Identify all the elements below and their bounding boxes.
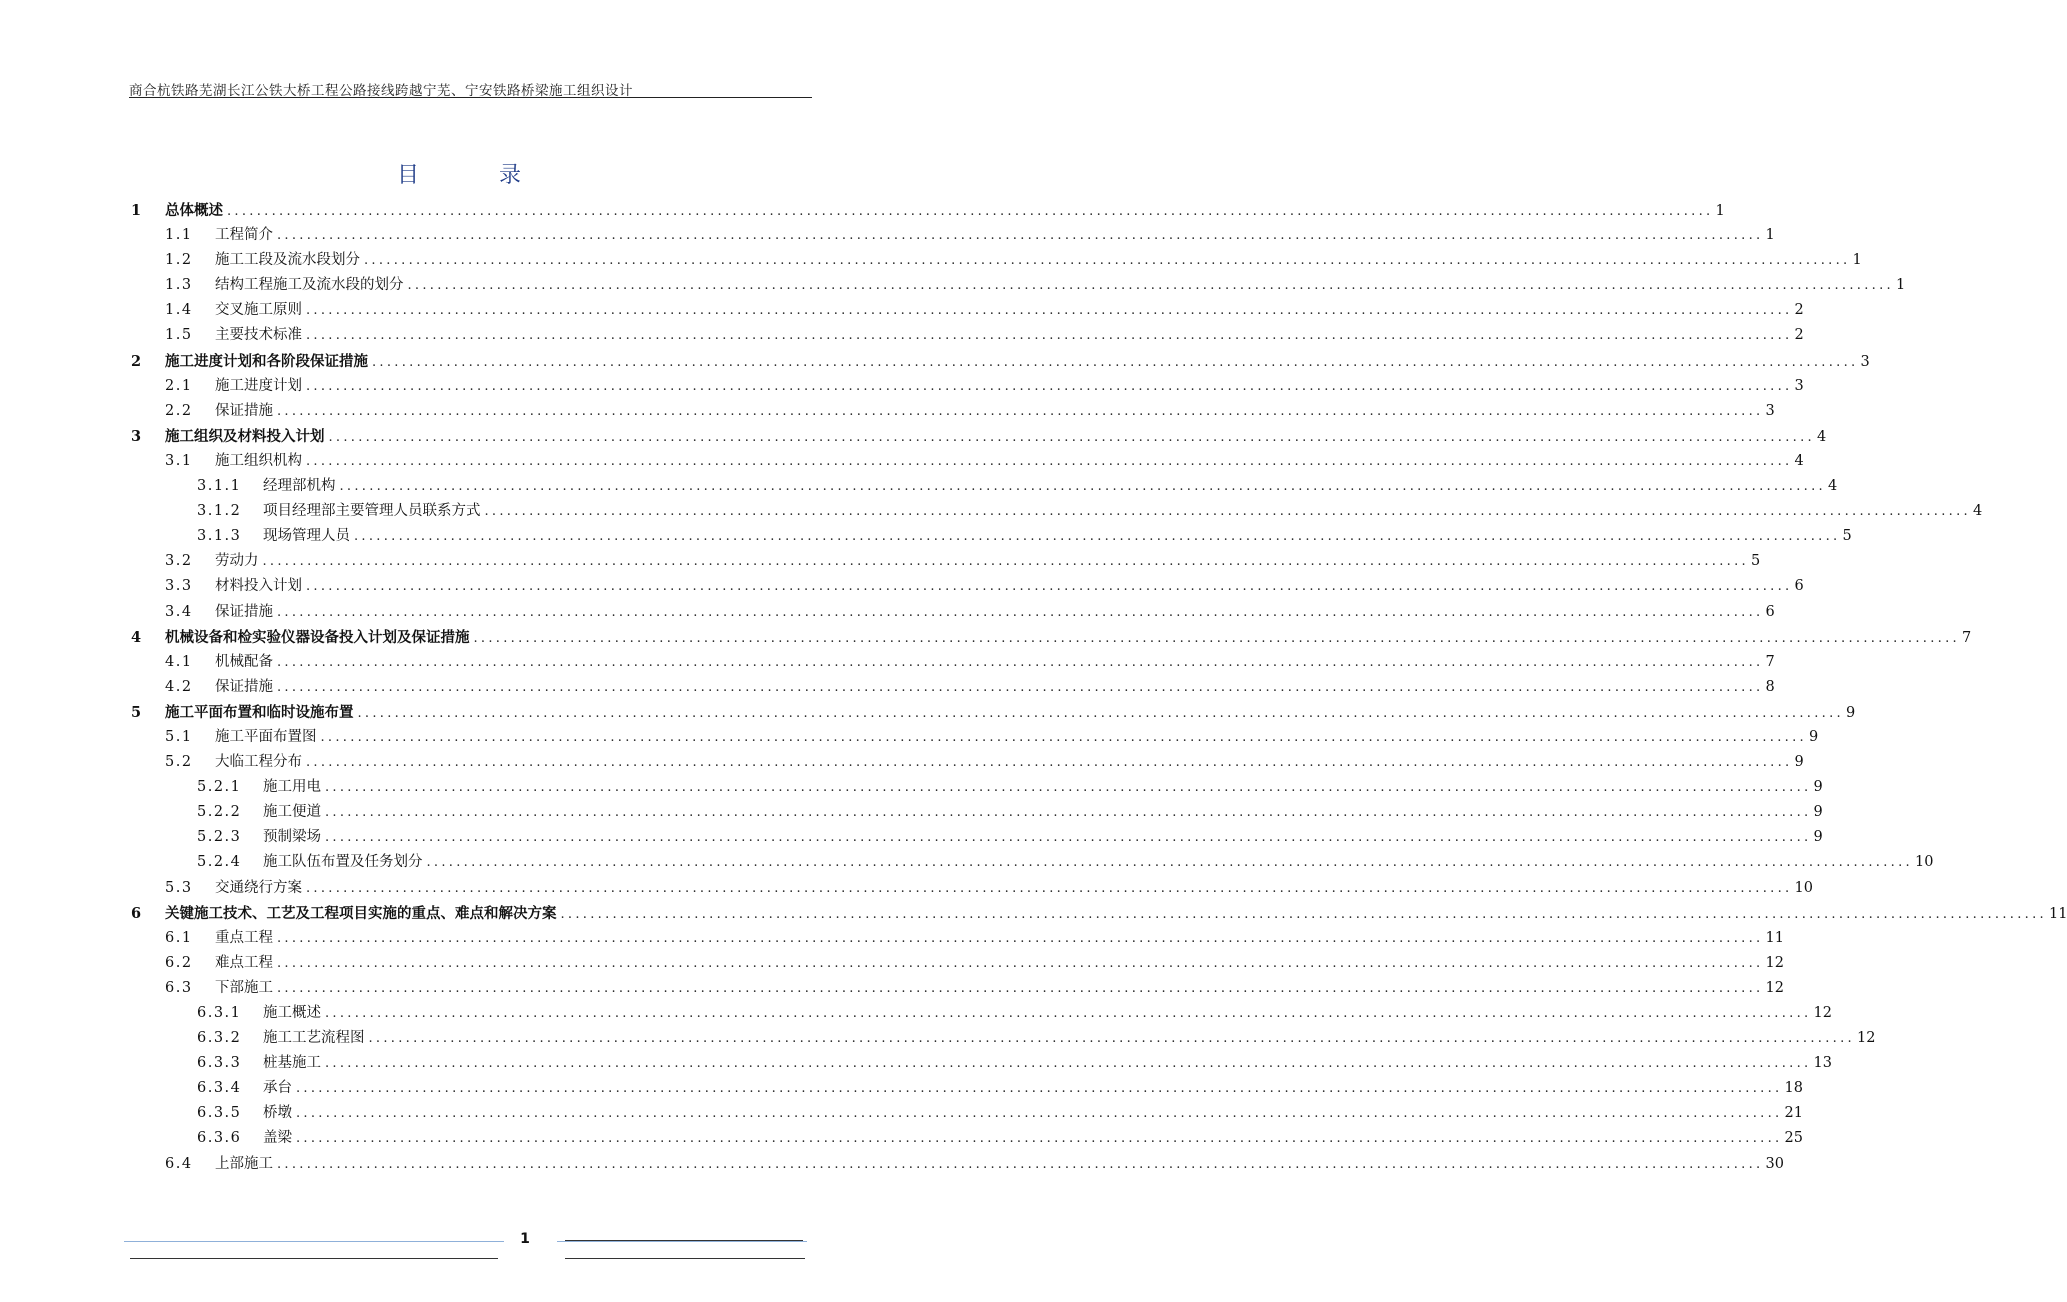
toc-entry-page: 9 [1845,704,1856,721]
toc-entry-page: 4 [1794,452,1804,469]
toc-entry[interactable] [131,1076,1803,1101]
toc-entry[interactable] [131,273,1906,298]
toc-entry-number: 1.5 [165,327,193,344]
toc-entry-page: 11 [2048,905,2067,922]
toc-entry-page: 3 [1860,353,1870,370]
toc-entry-number: 3.1.1 [197,478,242,495]
toc-entry-page: 1 [1765,227,1775,244]
toc-entry-number: 6.3.6 [197,1130,242,1147]
toc-entry-number: 3.1.3 [197,528,242,545]
toc-dot-leader: ........................................................................................................................................................................................................ [296,1081,1783,1097]
toc-entry[interactable] [131,399,1775,424]
toc-dot-leader: ........................................................................................................................................................................................................ [325,1006,1812,1021]
toc-entry[interactable] [131,901,2067,926]
footer-rule-right-top [557,1241,807,1242]
toc-entry-number: 5 [131,703,142,721]
toc-dot-leader: ........................................................................................................................................................................................................ [473,630,1960,646]
toc-dot-leader: ........................................................................................................................................................................................................ [364,253,1851,269]
toc-entry[interactable] [131,474,1838,499]
toc-entry-page: 9 [1808,728,1819,745]
toc-dot-leader: ........................................................................................................................................................................................................ [306,755,1793,771]
toc-entry[interactable] [131,976,1784,1001]
toc-entry-page: 10 [1794,879,1813,896]
toc-dot-leader: ........................................................................................................................................................................................................ [296,1131,1783,1147]
toc-entry-label: 交叉施工原则 [215,302,302,319]
toc-entry-page: 9 [1813,829,1823,846]
toc-entry-number: 3.1 [165,452,193,469]
toc-entry[interactable] [131,1101,1803,1126]
toc-entry-page: 4 [1816,428,1827,445]
toc-entry-number: 6.3.2 [197,1030,242,1047]
toc-title [0,158,920,189]
toc-entry-label: 施工工艺流程图 [263,1030,365,1047]
toc-entry-page: 5 [1750,553,1761,570]
toc-entry-number: 5.2.2 [197,804,242,821]
toc-entry-page: 9 [1813,779,1823,796]
toc-entry[interactable] [131,499,1983,524]
toc-entry[interactable] [131,825,1823,850]
toc-entry-number: 3.1.2 [197,503,242,520]
footer-rule-right-bottom [565,1258,805,1259]
toc-dot-leader: ........................................................................................................................................................................................................ [277,679,1764,695]
toc-entry-label: 下部施工 [215,979,273,996]
toc-entry-page: 1 [1895,277,1906,294]
toc-dot-leader: ........................................................................................................................................................................................................ [407,278,1894,294]
toc-dot-leader: ........................................................................................................................................................................................................ [277,955,1764,971]
toc-entry-page: 30 [1765,1155,1784,1172]
toc-entry-page: 5 [1842,528,1852,545]
toc-entry-label: 现场管理人员 [263,528,350,545]
toc-entry-label: 材料投入计划 [215,578,302,595]
toc-entry-label: 桥墩 [263,1105,292,1122]
toc-entry-number: 6.1 [165,929,193,946]
header-divider [129,97,812,98]
toc-entry-number: 4 [131,628,142,646]
toc-entry-label: 施工进度计划 [215,377,302,394]
toc-entry-label: 盖梁 [263,1130,292,1147]
toc-entry-page: 4 [1827,478,1838,495]
toc-entry-number: 6.3.3 [197,1055,242,1072]
toc-entry-label: 保证措施 [215,678,273,695]
toc-entry-number: 1.4 [165,302,193,319]
page-header: 商合杭铁路芜湖长江公铁大桥工程公路接线跨越宁芜、宁安铁路桥梁施工组织设计 [129,83,633,99]
toc-entry-label: 施工进度计划和各阶段保证措施 [165,352,368,370]
toc-entry-label: 总体概述 [165,202,223,219]
toc-entry-label: 桩基施工 [263,1055,321,1072]
toc-dot-leader: ........................................................................................................................................................................................................ [277,654,1764,670]
toc-entry-label: 施工便道 [263,804,321,821]
toc-entry-label: 承台 [263,1080,292,1097]
toc-entry-label: 施工工段及流水段划分 [215,252,360,269]
toc-dot-leader: ........................................................................................................................................................................................................ [328,429,1815,445]
toc-entry-page: 11 [1765,929,1784,946]
toc-entry[interactable] [131,775,1823,800]
toc-entry[interactable] [131,549,1761,574]
toc-entry[interactable] [131,298,1804,323]
toc-dot-leader: ........................................................................................................................................................................................................ [277,930,1764,946]
toc-dot-leader: ........................................................................................................................................................................................................ [306,453,1793,469]
toc-title-char-1: 目 [396,163,421,188]
toc-entry[interactable] [131,1001,1832,1026]
toc-dot-leader: ........................................................................................................................................................................................................ [426,855,1913,871]
toc-entry[interactable] [131,625,1972,650]
toc-entry-page: 2 [1794,327,1804,344]
toc-entry-number: 2 [131,352,142,370]
toc-entry-label: 保证措施 [215,402,273,419]
toc-dot-leader: ........................................................................................................................................................................................................ [320,729,1807,745]
toc-entry-number: 2.2 [165,402,193,419]
toc-dot-leader: ........................................................................................................................................................................................................ [296,1106,1783,1122]
toc-entry-page: 3 [1794,377,1804,394]
toc-entry-page: 10 [1914,854,1934,871]
toc-entry[interactable] [131,1051,1832,1076]
toc-dot-leader: ........................................................................................................................................................................................................ [277,403,1764,419]
toc-entry-number: 6.4 [165,1155,193,1172]
toc-entry-page: 8 [1765,678,1775,695]
toc-entry-page: 18 [1784,1080,1803,1097]
toc-entry-number: 1 [131,202,142,219]
toc-entry-label: 施工概述 [263,1005,321,1021]
toc-entry-number: 6.3.5 [197,1105,242,1122]
page-number: 1 [520,1231,530,1247]
toc-dot-leader: ........................................................................................................................................................................................................ [306,880,1793,896]
footer-rule-left-bottom [130,1258,498,1259]
toc-entry-page: 12 [1765,979,1784,996]
toc-entry-page: 1 [1715,203,1725,219]
toc-entry-page: 7 [1765,653,1775,670]
toc-entry-number: 3.3 [165,578,193,595]
toc-entry-label: 重点工程 [215,929,273,946]
toc-entry-page: 7 [1961,629,1972,646]
toc-entry-label: 施工组织机构 [215,452,302,469]
toc-entry-label: 上部施工 [215,1155,273,1172]
toc-entry-label: 施工平面布置图 [215,728,317,745]
toc-dot-leader: ........................................................................................................................................................................................................ [325,830,1812,846]
toc-entry-label: 关键施工技术、工艺及工程项目实施的重点、难点和解决方案 [165,904,557,922]
toc-dot-leader: ........................................................................................................................................................................................................ [306,378,1793,394]
toc-entry-page: 12 [1765,954,1784,971]
toc-entry-number: 5.2.4 [197,854,242,871]
toc-dot-leader: ........................................................................................................................................................................................................ [372,354,1859,370]
toc-entry-number: 4.1 [165,653,193,670]
toc-entry-number: 5.2 [165,754,193,771]
toc-entry-number: 6 [131,904,142,922]
toc-entry-number: 3 [131,427,142,445]
toc-entry[interactable] [131,524,1852,549]
toc-entry[interactable] [131,374,1804,399]
toc-entry[interactable] [131,323,1804,348]
toc-entry-page: 9 [1813,804,1823,821]
toc-entry-page: 6 [1765,603,1775,620]
toc-entry-label: 机械配备 [215,653,273,670]
toc-entry[interactable] [131,750,1804,775]
toc-entry-label: 施工队伍布置及任务划分 [263,854,423,871]
toc-entry-page: 3 [1765,402,1775,419]
toc-entry-number: 6.3 [165,979,193,996]
footer-rule-left-top [124,1241,504,1242]
toc-entry-number: 5.1 [165,728,193,745]
footer-rule-right-top-dark [565,1240,803,1241]
toc-entry-number: 6.2 [165,954,193,971]
toc-entry[interactable] [131,650,1775,675]
toc-dot-leader: ........................................................................................................................................................................................................ [339,479,1826,495]
toc-entry[interactable] [131,850,1934,875]
toc-entry-label: 预制梁场 [263,829,321,846]
toc-entry-label: 施工用电 [263,779,321,796]
toc-entry[interactable] [131,675,1775,700]
toc-entry[interactable] [131,725,1819,750]
toc-entry[interactable] [131,876,1813,901]
toc-entry[interactable] [131,574,1804,599]
toc-entry-number: 3.2 [165,553,193,570]
toc-dot-leader: ........................................................................................................................................................................................................ [560,906,2047,922]
toc-dot-leader: ........................................................................................................................................................................................................ [262,554,1749,570]
toc-entry-number: 2.1 [165,377,193,394]
toc-entry-label: 工程简介 [215,227,273,244]
toc-dot-leader: ........................................................................................................................................................................................................ [357,705,1844,721]
toc-entry-number: 3.4 [165,603,193,620]
toc-entry[interactable] [131,1152,1784,1177]
toc-entry-label: 项目经理部主要管理人员联系方式 [263,503,481,520]
toc-entry-page: 1 [1852,252,1862,269]
toc-dot-leader: ........................................................................................................................................................................................................ [354,529,1841,545]
toc-entry[interactable] [131,1026,1876,1051]
toc-entry[interactable] [131,1126,1803,1151]
toc-entry-page: 4 [1972,503,1983,520]
toc-entry-number: 1.1 [165,227,193,244]
toc-entry-label: 保证措施 [215,603,273,620]
toc-dot-leader: ........................................................................................................................................................................................................ [368,1031,1855,1047]
toc-entry[interactable] [131,223,1775,248]
toc-dot-leader: ........................................................................................................................................................................................................ [306,579,1793,595]
toc-entry-number: 5.2.3 [197,829,242,846]
toc-entry[interactable] [131,424,1827,449]
toc-entry-page: 2 [1794,302,1804,319]
toc-entry-label: 难点工程 [215,954,273,971]
toc-entry[interactable] [131,449,1804,474]
table-of-contents [131,198,2067,1177]
toc-dot-leader: ........................................................................................................................................................................................................ [325,780,1812,796]
toc-dot-leader: ........................................................................................................................................................................................................ [306,303,1793,319]
toc-entry-number: 6.3.4 [197,1080,242,1097]
toc-entry-number: 5.3 [165,879,193,896]
toc-entry-number: 5.2.1 [197,779,242,796]
toc-entry-page: 12 [1856,1030,1876,1047]
toc-entry-page: 25 [1784,1130,1803,1147]
toc-entry-number: 4.2 [165,678,193,695]
toc-entry-label: 劳动力 [215,553,259,570]
toc-entry-page: 21 [1784,1105,1803,1122]
toc-dot-leader: ........................................................................................................................................................................................................ [484,504,1971,520]
toc-entry[interactable] [131,700,1856,725]
toc-entry-number: 1.3 [165,277,193,294]
toc-entry-label: 主要技术标准 [215,327,302,344]
toc-entry-label: 交通绕行方案 [215,879,302,896]
toc-dot-leader: ........................................................................................................................................................................................................ [277,228,1764,244]
toc-dot-leader: ........................................................................................................................................................................................................ [277,980,1764,996]
toc-entry-label: 机械设备和检实验仪器设备投入计划及保证措施 [165,628,470,646]
toc-entry-label: 施工平面布置和临时设施布置 [165,703,354,721]
toc-entry-page: 6 [1794,578,1804,595]
toc-entry[interactable] [131,926,1784,951]
toc-entry-page: 13 [1813,1055,1832,1072]
toc-entry[interactable] [131,349,1870,374]
toc-dot-leader: ........................................................................................................................................................................................................ [277,1156,1764,1172]
page-footer [0,1228,920,1268]
toc-entry-number: 6.3.1 [197,1005,242,1021]
toc-dot-leader: ........................................................................................................................................................................................................ [325,805,1812,821]
toc-entry-label: 大临工程分布 [215,754,302,771]
toc-entry[interactable] [131,600,1775,625]
toc-entry-label: 结构工程施工及流水段的划分 [215,277,404,294]
toc-entry[interactable] [131,800,1823,825]
toc-entry-page: 12 [1813,1005,1832,1021]
toc-entry-label: 经理部机构 [263,478,336,495]
toc-dot-leader: ........................................................................................................................................................................................................ [277,604,1764,620]
toc-entry[interactable] [131,951,1784,976]
toc-entry-number: 1.2 [165,252,193,269]
toc-title-char-2: 录 [499,163,524,188]
toc-entry[interactable] [131,248,1862,273]
toc-dot-leader: ........................................................................................................................................................................................................ [306,328,1793,344]
toc-entry-page: 9 [1794,754,1804,771]
toc-dot-leader: ........................................................................................................................................................................................................ [325,1056,1812,1072]
toc-entry-label: 施工组织及材料投入计划 [165,427,325,445]
toc-entry[interactable] [131,198,1725,223]
toc-dot-leader: ........................................................................................................................................................................................................ [227,204,1714,219]
